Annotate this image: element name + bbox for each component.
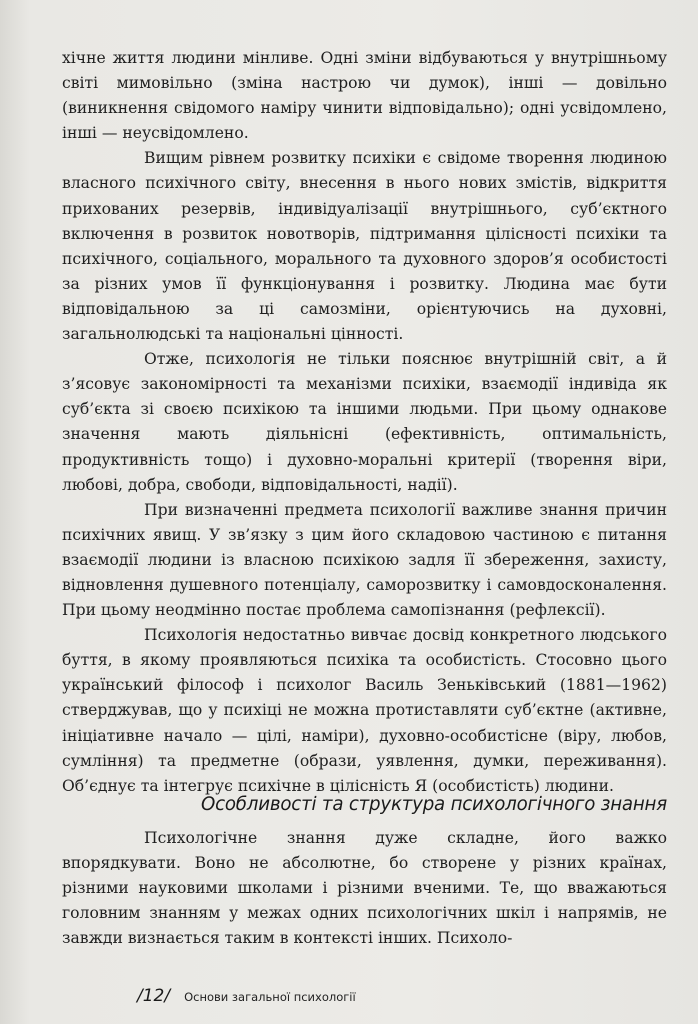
section-text <box>62 826 667 951</box>
paragraph: При визначенні предмета психології важливе знання причин психічних явищ. У зв’язку з цим його складовою частиною є питання взаємодії людини із власною психікою задля її збереження, захисту, відновлення душевного потенціалу, саморозвитку і самовдосконалення. При цьому неодмінно постає проблема самопізнання (рефлексії). <box>62 500 667 620</box>
paragraph: Психологія недостатньо вивчає досвід конкретного людського буття, в якому проявляються психіка та особистість. Стосовно цього український філософ і психолог Василь Зеньківський (1881—1962) стверджував, що у психіці не можна протиставляти суб’єктне (активне, ініціативне начало — цілі, наміри), духовно-особистісне (віру, любов, сумління) та предметне (образи, уявлення, думки, переживання). Об’єднує та інтегрує психічне в цілісність Я (особистість) людини. <box>62 626 667 795</box>
page-footer <box>137 986 537 1010</box>
page-number: /12/ <box>137 986 171 1006</box>
paragraph: Вищим рівнем розвитку психіки є свідоме творення людиною власного психічного світу, внесення в нього нових змістів, відкриття прихованих резервів, індивідуалізації внутрішнього, суб’єктного включення в розвиток новотворів, підтримання цілісності психіки та психічного, соціального, морального та духовного здоров’я особистості за різних умов її функціонування і розвитку. Людина має бути відповідальною за ці самозміни, орієнтуючись на духовні, загальнолюдські та національні цінності. <box>62 149 667 344</box>
body-text <box>62 46 667 799</box>
paragraph: Отже, психологія не тільки пояснює внутрішній світ, а й з’ясовує закономірності та механізми психіки, взаємодії індивіда як суб’єкта зі своєю психікою та іншими людьми. При цьому однакове значення мають діяльнісні (ефективність, оптимальність, продуктивність тощо) і духовно-моральні критерії (творення віри, любові, добра, свободи, відповідальності, надії). <box>62 350 667 494</box>
paragraph: хічне життя людини мінливе. Одні зміни відбуваються у внутрішньому світі мимовільно (зміна настрою чи думок), інші — довільно (виникнення свідомого наміру чинити відповідально); одні усвідомлено, інші — неусвідомлено. <box>62 49 667 143</box>
section-heading: Особливості та структура психологічного знання <box>200 794 667 815</box>
book-title: Основи загальної психології <box>184 990 356 1004</box>
paragraph: Психологічне знання дуже складне, його важко впорядкувати. Воно не абсолютне, бо створене у різних країнах, різними науковими школами і різними вченими. Те, що вважаються головним знанням у межах одних психологічних шкіл і напрямів, не завжди визнається таким в контексті інших. Психоло- <box>62 829 667 948</box>
